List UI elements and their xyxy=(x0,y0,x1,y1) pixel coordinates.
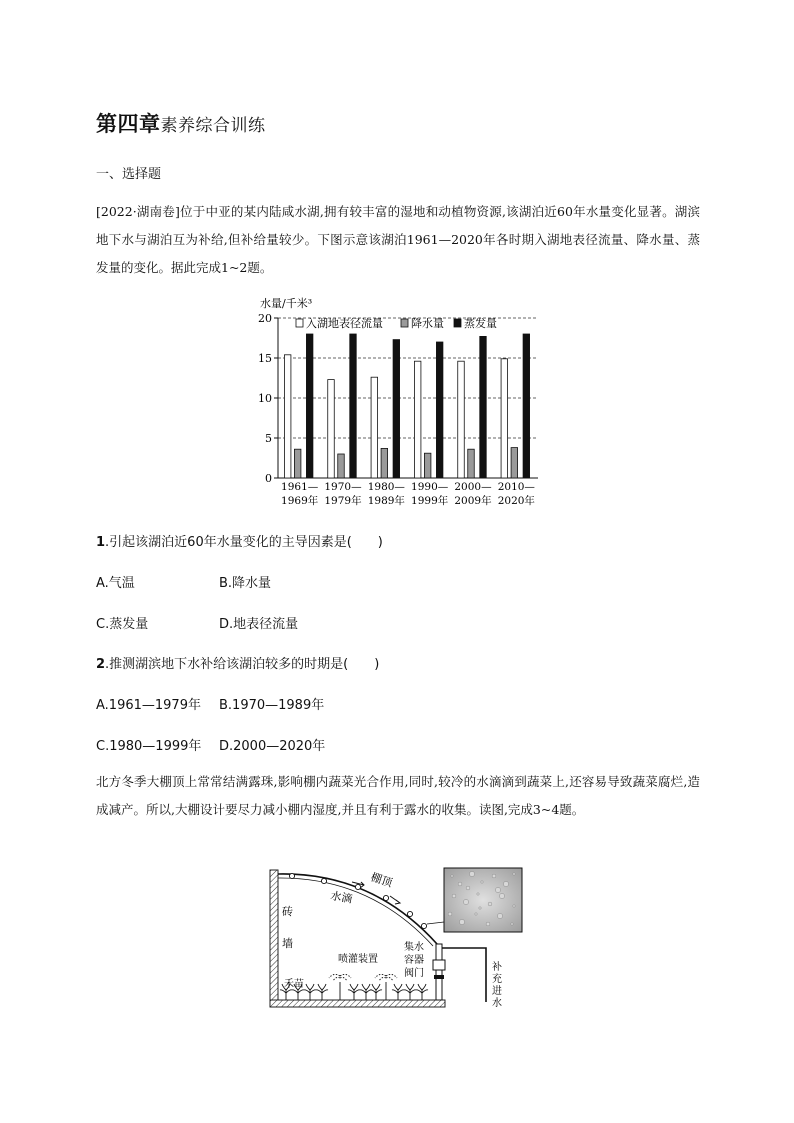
sprinkler-1 xyxy=(329,974,351,1000)
legend-swatch xyxy=(296,319,303,327)
photo-droplet xyxy=(475,913,477,915)
x-tick-label: 2000— xyxy=(454,481,492,493)
x-tick-label: 1969年 xyxy=(281,495,319,507)
photo-droplet xyxy=(492,874,496,878)
collector-label-2: 容器 xyxy=(404,955,424,966)
drop-label: 水滴 xyxy=(329,889,354,906)
roof-arrow xyxy=(390,896,400,904)
droplet-photo xyxy=(444,868,522,932)
water-drop xyxy=(383,895,388,900)
ground xyxy=(270,1000,445,1007)
bar-0 xyxy=(458,361,465,478)
x-tick-label: 1990— xyxy=(411,481,449,493)
y-tick-label: 0 xyxy=(265,472,272,485)
supply-pipe xyxy=(442,948,486,1002)
y-tick-label: 10 xyxy=(258,392,272,405)
q1-option-d[interactable]: D.地表径流量 xyxy=(219,617,299,632)
photo-droplet xyxy=(448,912,452,916)
bar-0 xyxy=(414,361,421,478)
water-volume-chart xyxy=(250,292,550,510)
q2-option-c[interactable]: C.1980—1999年 xyxy=(96,739,202,754)
q1-option-c[interactable]: C.蒸发量 xyxy=(96,617,149,632)
section-heading: 一、选择题 xyxy=(96,167,162,182)
legend-label: 蒸发量 xyxy=(464,317,497,330)
x-tick-label: 1980— xyxy=(367,481,405,493)
bar-0 xyxy=(284,355,291,478)
intro-paragraph-2: 北方冬季大棚顶上常常结满露珠,影响棚内蔬菜光合作用,同时,较冷的水滴滴到蔬菜上,还容易导致蔬菜腐烂,造成减产。所以,大棚设计要尽力减小棚内湿度,并且有利于露水的收集。读图,完成3~4题。 xyxy=(96,774,700,817)
photo-droplet xyxy=(463,899,468,904)
collector-label-3: 阀门 xyxy=(404,968,424,979)
photo-droplet xyxy=(469,871,474,876)
bar-2 xyxy=(480,336,487,478)
x-tick-label: 1961— xyxy=(281,481,319,493)
bar-1 xyxy=(338,454,345,478)
y-tick-label: 20 xyxy=(258,312,272,325)
x-tick-label: 2020年 xyxy=(497,495,535,507)
q1-option-a[interactable]: A.气温 xyxy=(96,576,135,591)
bar-1 xyxy=(424,453,431,478)
roof-label: 棚顶 xyxy=(369,870,395,890)
water-drop xyxy=(321,878,326,883)
supply-label-4: 水 xyxy=(492,998,502,1009)
photo-droplet xyxy=(466,886,470,890)
photo-droplet xyxy=(479,907,481,909)
supply-label-3: 进 xyxy=(492,986,502,997)
seedling xyxy=(370,984,382,1000)
water-drop xyxy=(355,884,360,889)
bar-1 xyxy=(511,448,518,478)
photo-droplet xyxy=(499,893,504,898)
x-tick-label: 1979年 xyxy=(324,495,362,507)
photo-droplet xyxy=(481,881,483,883)
collector-pipe xyxy=(436,944,442,1000)
photo-droplet xyxy=(477,893,479,895)
y-tick-label: 15 xyxy=(258,352,272,365)
legend-label: 入湖地表径流量 xyxy=(306,317,383,330)
bar-1 xyxy=(294,449,301,478)
photo-droplet xyxy=(495,887,500,892)
intro-paragraph-1: [2022·湖南卷]位于中亚的某内陆咸水湖,拥有较丰富的湿地和动植物资源,该湖泊近60年水量变化显著。湖滨地下水与湖泊互为补给,但补给量较少。下图示意该湖泊1961—2020年各时期入湖地表径流量、降水量、蒸发量的变化。据此完成1~2题。 xyxy=(96,204,700,275)
water-drop xyxy=(421,923,426,928)
legend-swatch xyxy=(401,319,408,327)
bar-0 xyxy=(501,359,508,478)
bar-0 xyxy=(371,377,378,478)
photo-droplet xyxy=(452,894,456,898)
collector-container xyxy=(433,960,445,970)
question-1-text: .引起该湖泊近60年水量变化的主导因素是( ) xyxy=(105,535,383,550)
photo-droplet xyxy=(458,882,462,886)
y-tick-label: 5 xyxy=(265,432,272,445)
photo-droplet xyxy=(497,913,502,918)
water-drop xyxy=(289,873,294,878)
photo-pointer xyxy=(427,922,444,924)
q2-option-a[interactable]: A.1961—1979年 xyxy=(96,698,201,713)
bar-1 xyxy=(468,449,475,478)
page-title xyxy=(96,108,266,138)
legend-swatch xyxy=(454,319,461,327)
bar-1 xyxy=(381,448,388,478)
seedling xyxy=(392,984,404,1000)
photo-droplet xyxy=(486,922,490,926)
x-tick-label: 1999年 xyxy=(411,495,449,507)
wall-label-1: 砖 xyxy=(282,905,293,918)
chart-ylabel: 水量/千米³ xyxy=(260,297,313,310)
bar-2 xyxy=(306,334,313,478)
bar-2 xyxy=(350,334,357,478)
photo-droplet xyxy=(459,919,464,924)
question-1-number: 1 xyxy=(96,535,106,550)
x-tick-label: 1970— xyxy=(324,481,362,493)
x-tick-label: 2009年 xyxy=(454,495,492,507)
question-1 xyxy=(96,531,383,550)
supply-label-1: 补 xyxy=(492,962,502,973)
q1-option-b[interactable]: B.降水量 xyxy=(219,576,272,591)
bar-2 xyxy=(436,342,443,478)
sprinkler-label: 喷灌装置 xyxy=(338,954,378,965)
seedling xyxy=(316,984,328,1000)
collector-label-1: 集水 xyxy=(404,942,424,953)
seedling xyxy=(304,984,316,1000)
bar-0 xyxy=(328,380,335,478)
x-tick-label: 1989年 xyxy=(367,495,405,507)
seedling xyxy=(404,984,416,1000)
greenhouse-diagram xyxy=(262,862,532,1010)
chapter-label: 第四章 xyxy=(96,112,161,136)
legend-label: 降水量 xyxy=(411,317,444,330)
photo-droplet xyxy=(511,923,513,925)
question-2-text: .推测湖滨地下水补给该湖泊较多的时期是( ) xyxy=(105,657,380,672)
photo-droplet xyxy=(513,873,515,875)
seedling xyxy=(416,984,428,1000)
wall-label-2: 墙 xyxy=(282,937,293,950)
question-2-number: 2 xyxy=(96,657,106,672)
water-drop xyxy=(407,911,412,916)
photo-droplet xyxy=(513,905,515,907)
question-2 xyxy=(96,653,379,672)
photo-droplet xyxy=(503,881,508,886)
valve xyxy=(434,975,444,979)
chapter-subtitle: 素养综合训练 xyxy=(160,116,266,136)
bar-2 xyxy=(393,340,400,478)
q2-option-b[interactable]: B.1970—1989年 xyxy=(219,698,325,713)
photo-droplet xyxy=(451,875,453,877)
seedling-label: 禾苗 xyxy=(284,979,304,990)
q2-option-d[interactable]: D.2000—2020年 xyxy=(219,739,326,754)
x-tick-label: 2010— xyxy=(497,481,535,493)
bar-2 xyxy=(523,334,530,478)
seedling xyxy=(360,984,372,1000)
brick-wall xyxy=(270,870,278,1000)
photo-droplet xyxy=(488,902,492,906)
seedling xyxy=(348,984,360,1000)
supply-label-2: 充 xyxy=(492,974,502,985)
